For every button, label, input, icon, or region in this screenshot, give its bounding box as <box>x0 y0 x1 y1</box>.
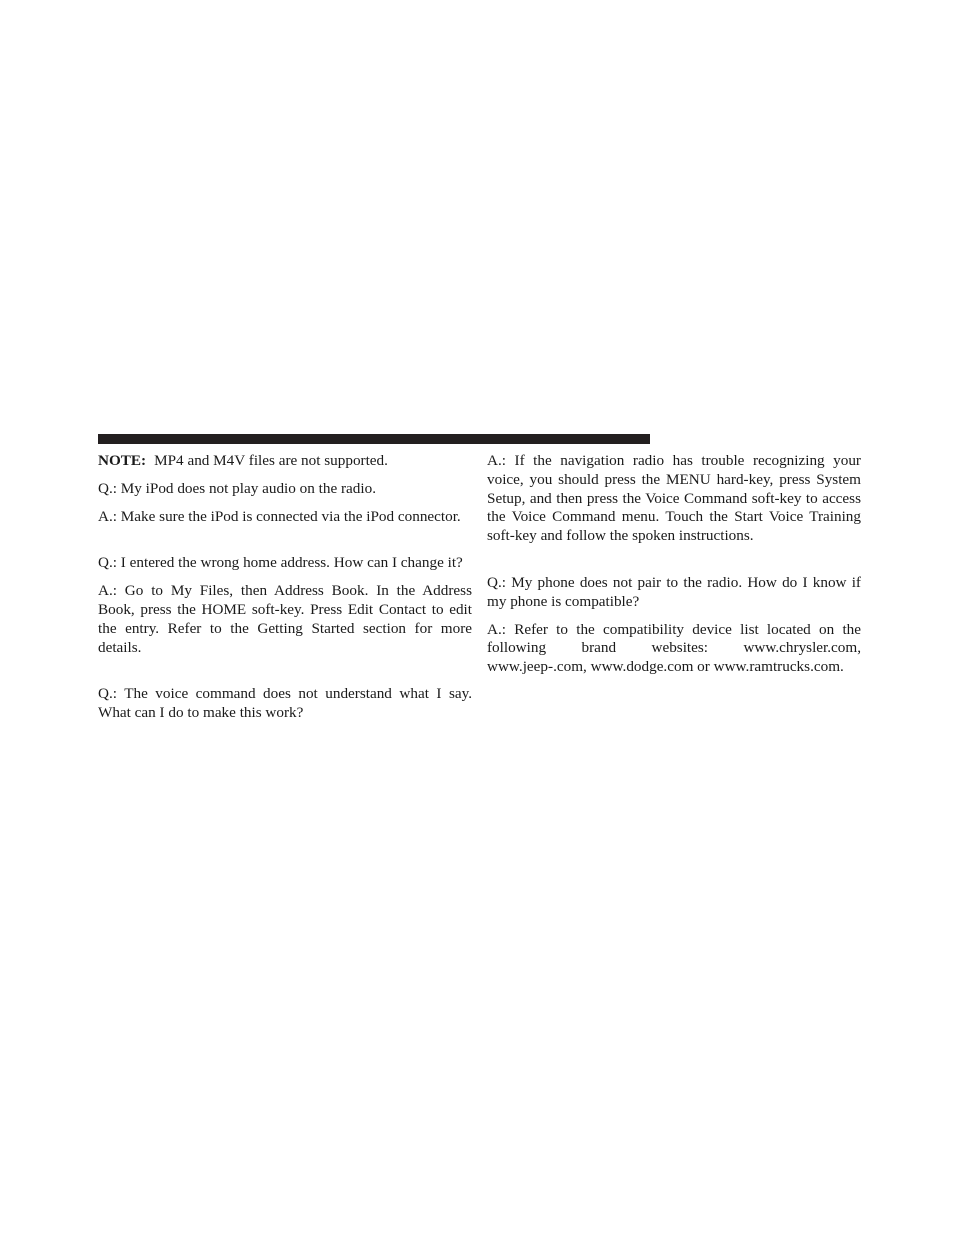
section-header-rule <box>98 434 650 444</box>
question-home-address: Q.: I entered the wrong home address. How can I change it? <box>98 554 463 572</box>
answer-phone-pairing: A.: Refer to the compatibility device list located on the following brand websites: www.chrysler.com, www.jeep-.com, www.dodge.com or www.ramtrucks.com. <box>487 620 861 676</box>
question-phone-pairing: Q.: My phone does not pair to the radio. How do I know if my phone is compatible? <box>487 573 861 610</box>
note-paragraph <box>98 452 472 471</box>
note-text: MP4 and M4V files are not supported. <box>154 452 388 469</box>
answer-home-address: A.: Go to My Files, then Address Book. In the Address Book, press the HOME soft-key. Press Edit Contact to edit the entry. Refer to the Getting Started section for more details. <box>98 582 472 656</box>
question-voice-command: Q.: The voice command does not understand what I say. What can I do to make this work? <box>98 685 472 722</box>
spacer <box>487 555 861 574</box>
spacer <box>98 666 472 685</box>
spacer <box>98 535 472 554</box>
question-ipod-audio: Q.: My iPod does not play audio on the radio. <box>98 479 376 497</box>
answer-voice-command: A.: If the navigation radio has trouble recognizing your voice, you should press the MENU hard-key, press System Setup, and then press the Voice Command soft-key to access the Voice Command menu. Touch the Start Voice Training soft-key and follow the spoken instructions. <box>487 452 861 545</box>
left-column <box>98 452 472 732</box>
right-column <box>487 452 861 686</box>
answer-ipod-audio: A.: Make sure the iPod is connected via the iPod connector. <box>98 507 461 525</box>
note-label: NOTE: <box>98 452 147 469</box>
